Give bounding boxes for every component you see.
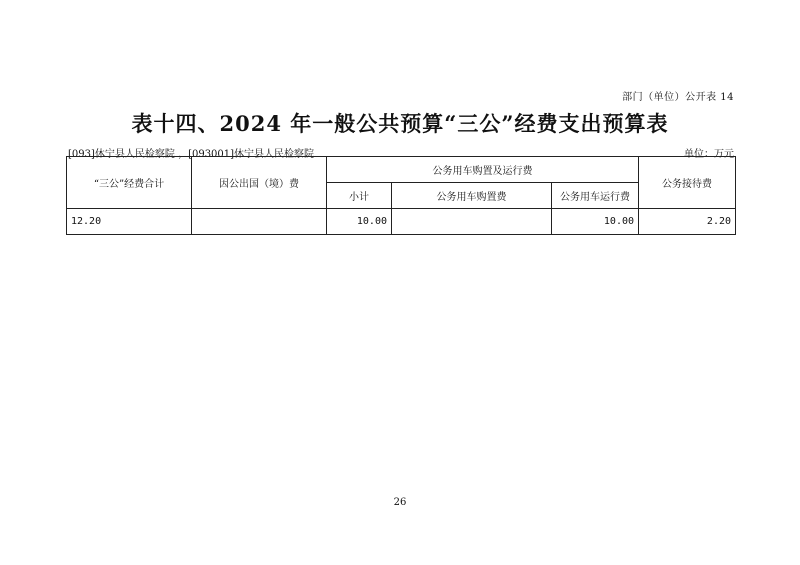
header-abroad: 因公出国（境）费 (192, 157, 327, 209)
header-vehicle-operation: 公务用车运行费 (552, 183, 639, 209)
cell-vehicle-operation: 10.00 (552, 209, 639, 235)
header-vehicle-purchase: 公务用车购置费 (392, 183, 552, 209)
cell-total: 12.20 (67, 209, 192, 235)
cell-vehicle-purchase (392, 209, 552, 235)
header-reception: 公务接待费 (639, 157, 736, 209)
page-code: 部门（单位）公开表 14 (622, 92, 734, 103)
department-label: [093]休宁县人民检察院 ，[093001]休宁县人民检察院 (68, 149, 315, 160)
page-number: 26 (393, 497, 407, 508)
budget-table (66, 156, 736, 235)
cell-reception: 2.20 (639, 209, 736, 235)
unit-label: 单位：万元 (684, 149, 734, 160)
header-vehicle-group: 公务用车购置及运行费 (327, 157, 639, 183)
table-header-row (67, 157, 736, 183)
header-total: “三公”经费合计 (67, 157, 192, 209)
cell-abroad (192, 209, 327, 235)
page-title: 表十四、2024 年一般公共预算“三公”经费支出预算表 (131, 111, 669, 136)
table-row (67, 209, 736, 235)
header-subtotal: 小计 (327, 183, 392, 209)
cell-subtotal: 10.00 (327, 209, 392, 235)
